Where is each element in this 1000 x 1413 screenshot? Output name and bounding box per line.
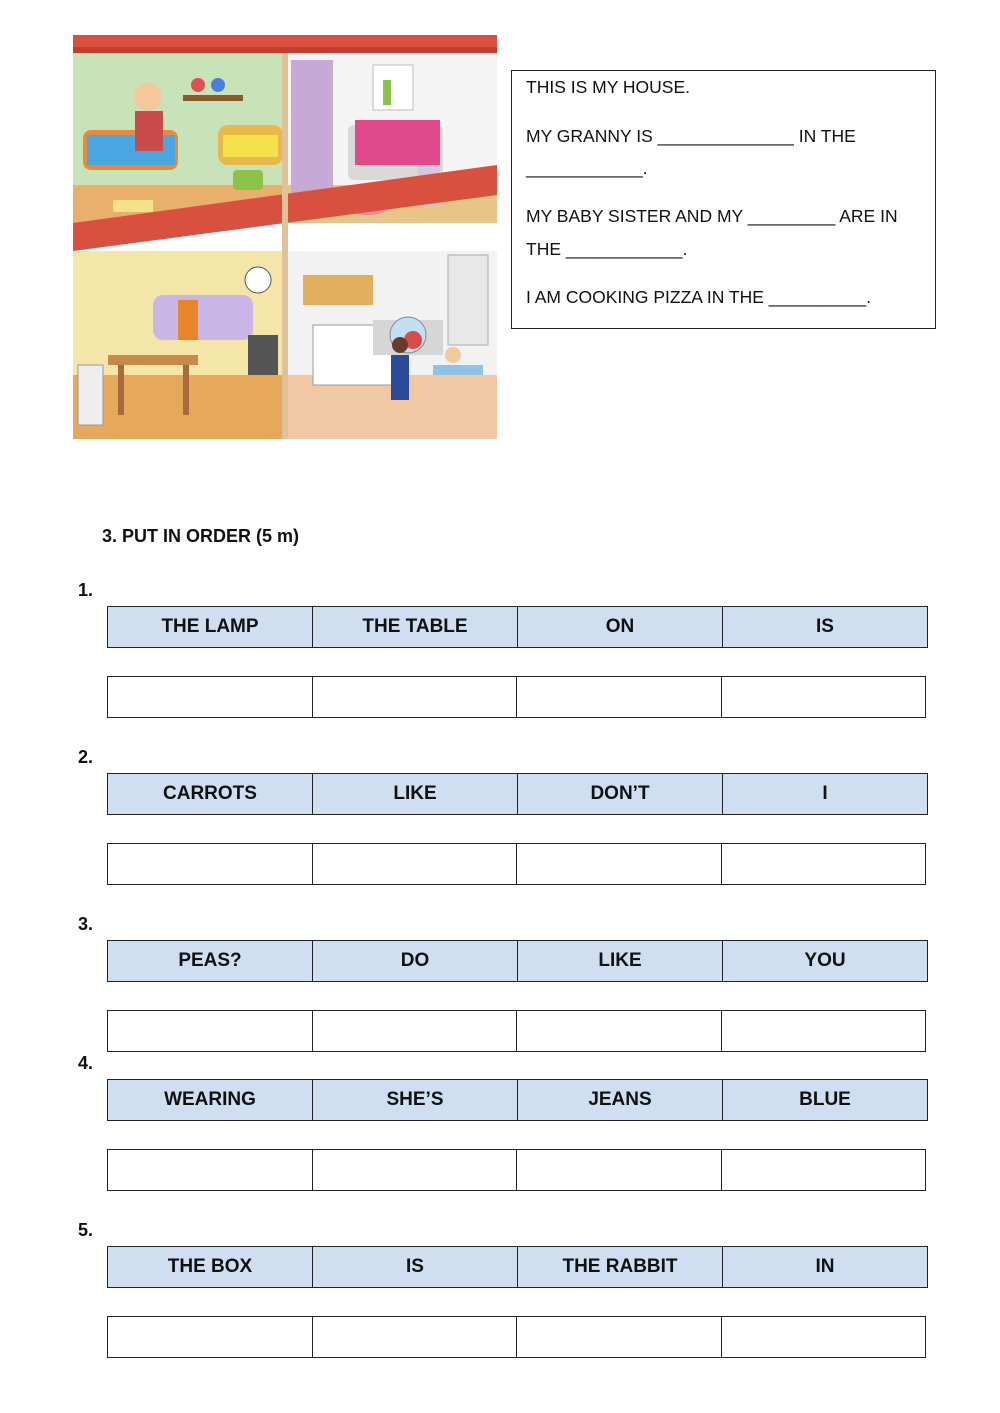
exercise-number: 3. <box>78 914 94 934</box>
word-cell: DO <box>313 941 518 981</box>
word-cell: JEANS <box>518 1080 723 1120</box>
answer-cell[interactable] <box>108 844 313 884</box>
word-cell: THE RABBIT <box>518 1247 723 1287</box>
answer-row <box>107 1149 926 1191</box>
word-cell: YOU <box>804 950 846 971</box>
exercise-number: 1. <box>78 580 94 600</box>
answer-cell[interactable] <box>313 1011 518 1051</box>
word-cell: I <box>822 783 828 804</box>
word-cell: SHE’S <box>313 1080 518 1120</box>
answer-cell[interactable] <box>313 844 518 884</box>
word-cell: LIKE <box>518 941 723 981</box>
word-row <box>107 606 928 648</box>
answer-cell[interactable] <box>108 677 313 717</box>
textbox-line-4: MY BABY SISTER AND MY _________ ARE IN <box>526 206 898 226</box>
exercise-number: 4. <box>78 1053 94 1073</box>
word-cell: WEARING <box>108 1080 313 1120</box>
answer-cell[interactable] <box>108 1011 313 1051</box>
word-row <box>107 940 928 982</box>
word-cell: IS <box>313 1247 518 1287</box>
fill-in-text-box <box>511 70 936 329</box>
exercise-number: 5. <box>78 1220 94 1240</box>
word-cell: IN <box>815 1256 835 1277</box>
word-row <box>107 1246 928 1288</box>
answer-cell[interactable] <box>517 844 722 884</box>
textbox-line-1: THIS IS MY HOUSE. <box>526 77 691 97</box>
textbox-line-3: ____________. <box>526 158 648 178</box>
word-cell: THE TABLE <box>313 607 518 647</box>
answer-cell[interactable] <box>517 1317 722 1357</box>
answer-row <box>107 676 926 718</box>
answer-cell[interactable] <box>722 844 926 884</box>
word-cell: DON’T <box>518 774 723 814</box>
word-cell: CARROTS <box>108 774 313 814</box>
answer-row <box>107 1010 926 1052</box>
word-row <box>107 773 928 815</box>
answer-cell[interactable] <box>108 1150 313 1190</box>
word-cell: IS <box>816 616 834 637</box>
house-illustration <box>73 35 497 439</box>
answer-row <box>107 1316 926 1358</box>
word-cell: BLUE <box>799 1089 851 1110</box>
section-title: 3. PUT IN ORDER (5 m) <box>102 526 300 546</box>
word-cell: PEAS? <box>108 941 313 981</box>
answer-row <box>107 843 926 885</box>
answer-cell[interactable] <box>313 677 518 717</box>
answer-cell[interactable] <box>108 1317 313 1357</box>
textbox-line-2: MY GRANNY IS ______________ IN THE <box>526 126 856 146</box>
answer-cell[interactable] <box>517 677 722 717</box>
word-cell: LIKE <box>313 774 518 814</box>
answer-cell[interactable] <box>313 1317 518 1357</box>
word-cell: THE BOX <box>108 1247 313 1287</box>
textbox-line-6: I AM COOKING PIZZA IN THE __________. <box>526 287 871 307</box>
exercise-number: 2. <box>78 747 94 767</box>
word-cell: ON <box>518 607 723 647</box>
answer-cell[interactable] <box>722 677 926 717</box>
answer-cell[interactable] <box>313 1150 518 1190</box>
word-row <box>107 1079 928 1121</box>
answer-cell[interactable] <box>722 1150 926 1190</box>
textbox-line-5: THE ____________. <box>526 239 688 259</box>
answer-cell[interactable] <box>517 1150 722 1190</box>
roof-tiles <box>73 47 497 53</box>
answer-cell[interactable] <box>722 1011 926 1051</box>
word-cell: THE LAMP <box>108 607 313 647</box>
answer-cell[interactable] <box>517 1011 722 1051</box>
answer-cell[interactable] <box>722 1317 926 1357</box>
